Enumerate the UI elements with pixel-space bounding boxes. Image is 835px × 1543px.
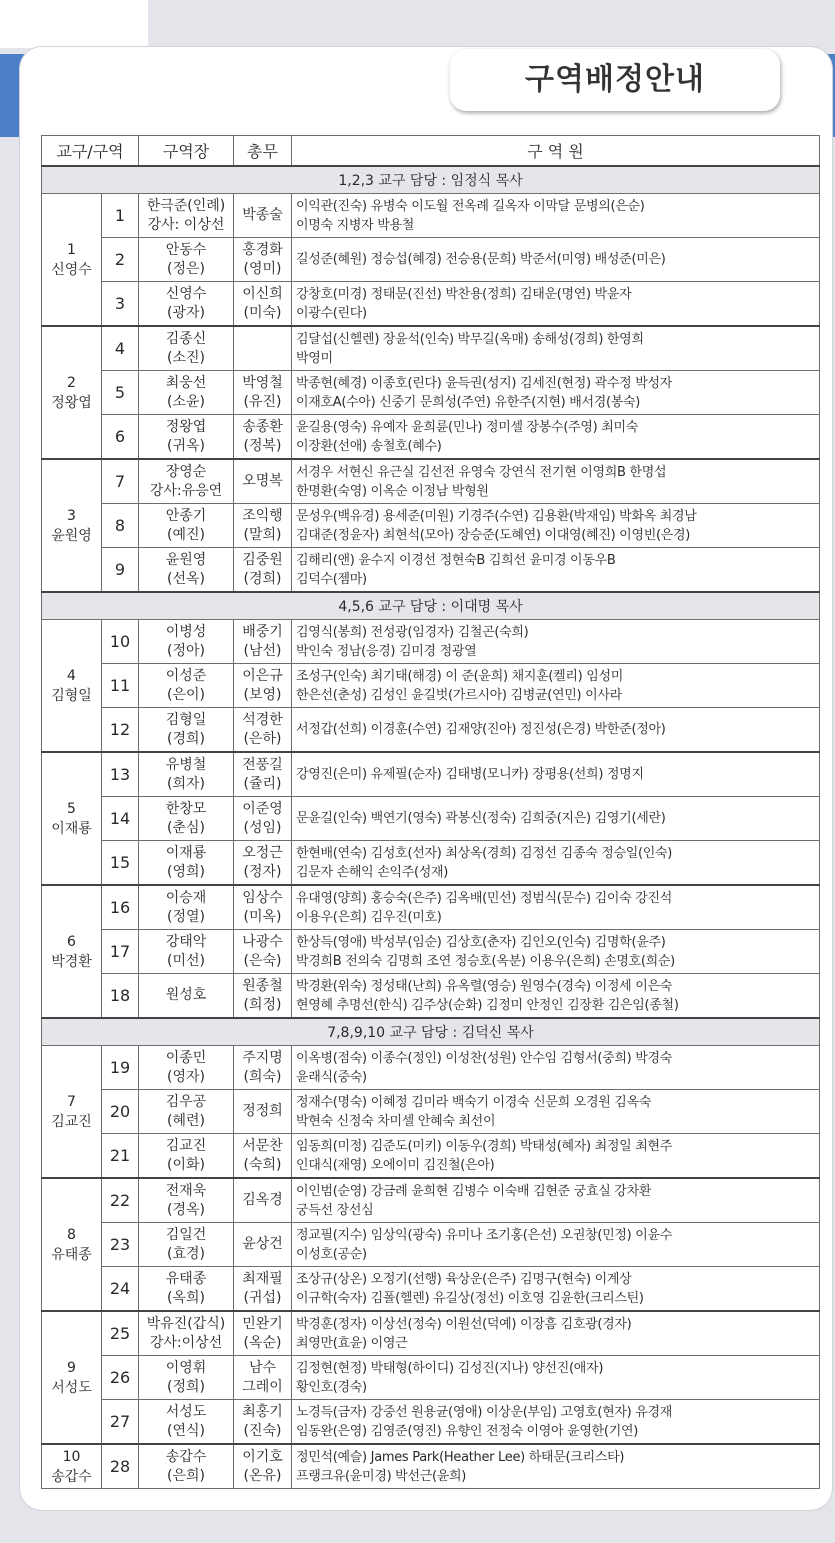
district-secretary: 석경한 (은하): [234, 708, 292, 753]
district-number: 27: [102, 1400, 139, 1445]
district-secretary: 김옥경: [234, 1178, 292, 1223]
district-number: 24: [102, 1267, 139, 1312]
district-secretary: 이기호 (온유): [234, 1444, 292, 1489]
table-header-row: [42, 136, 820, 167]
table-row: [42, 797, 820, 841]
table-row: [42, 326, 820, 371]
parish-cell: 5 이재룡: [42, 752, 102, 885]
header-secretary: 총무: [234, 136, 292, 167]
table-row: [42, 885, 820, 930]
district-members: 이익관(진숙) 유병숙 이도월 전옥례 길옥자 이막달 문병의(은순) 이명숙 지병자 박용철: [292, 194, 820, 238]
district-number: 23: [102, 1223, 139, 1267]
parish-cell: 9 서성도: [42, 1311, 102, 1444]
table-row: [42, 548, 820, 593]
district-secretary: 최홍기 (진숙): [234, 1400, 292, 1445]
district-secretary: 이준영 (성임): [234, 797, 292, 841]
parish-cell: 6 박경환: [42, 885, 102, 1018]
district-number: 7: [102, 459, 139, 504]
district-secretary: 전풍길 (쥴리): [234, 752, 292, 797]
header-district: 교구/구역: [42, 136, 139, 167]
table-row: [42, 459, 820, 504]
parish-cell: 2 정왕엽: [42, 326, 102, 459]
section-row: [42, 1018, 820, 1046]
district-leader: 김일건 (효경): [139, 1223, 234, 1267]
district-members: 이옥병(점숙) 이종수(정인) 이성찬(성원) 안수임 김형서(중희) 박경숙 윤래식(중숙): [292, 1046, 820, 1090]
table-row: [42, 930, 820, 974]
district-number: 26: [102, 1356, 139, 1400]
district-members: 박경훈(정자) 이상선(정숙) 이원선(덕예) 이장흠 김호광(경자) 최영만(효윤) 이영근: [292, 1311, 820, 1356]
district-number: 5: [102, 371, 139, 415]
section-row: [42, 592, 820, 620]
district-secretary: 박종술: [234, 194, 292, 238]
section-row: [42, 166, 820, 194]
district-leader: 박유진(갑식) 강사:이상선: [139, 1311, 234, 1356]
district-members: 길성준(혜원) 정승섭(혜경) 전승용(문희) 박준서(미영) 배성준(미은): [292, 238, 820, 282]
table-row: [42, 282, 820, 327]
district-leader: 한극준(인례) 강사: 이상선: [139, 194, 234, 238]
district-members: 정민석(예슬) James Park(Heather Lee) 하태문(크리스타) 프랭크유(윤미경) 박선근(윤희): [292, 1444, 820, 1489]
district-secretary: 임상수 (미옥): [234, 885, 292, 930]
district-secretary: 김중원 (경희): [234, 548, 292, 593]
district-members: 정재수(명숙) 이혜정 김미라 백숙기 이경숙 신문희 오경원 김옥숙 박현숙 신정숙 차미셀 안혜숙 최선이: [292, 1090, 820, 1134]
district-number: 17: [102, 930, 139, 974]
parish-cell: 1 신영수: [42, 194, 102, 327]
table-row: [42, 752, 820, 797]
district-secretary: 오정근 (정자): [234, 841, 292, 886]
district-number: 18: [102, 974, 139, 1019]
district-members: 박경환(위숙) 정성태(난희) 유옥렬(영승) 원영수(경숙) 이정세 이은숙 현영혜 추명선(한식) 김주상(순화) 김정미 안정인 김장환 김은임(종철): [292, 974, 820, 1019]
district-members: 김정현(현정) 박태형(하이디) 김성진(지나) 양선진(애자) 황인호(경숙): [292, 1356, 820, 1400]
district-leader: 안동수 (정은): [139, 238, 234, 282]
district-leader: 유병철 (희자): [139, 752, 234, 797]
district-secretary: 송종환 (정복): [234, 415, 292, 460]
header-members: 구 역 원: [292, 136, 820, 167]
district-leader: 정왕엽 (귀옥): [139, 415, 234, 460]
table-row: [42, 974, 820, 1019]
district-leader: 원성호: [139, 974, 234, 1019]
district-leader: 이승재 (정열): [139, 885, 234, 930]
district-number: 2: [102, 238, 139, 282]
district-number: 3: [102, 282, 139, 327]
district-secretary: 배중기 (남선): [234, 620, 292, 664]
district-table: [41, 135, 820, 1489]
district-leader: 윤원영 (선옥): [139, 548, 234, 593]
parish-cell: 4 김형일: [42, 620, 102, 753]
district-members: 유대영(양희) 홍승숙(은주) 김옥배(민선) 정범식(문수) 김이숙 강진석 이용우(은희) 김우진(미호): [292, 885, 820, 930]
district-number: 22: [102, 1178, 139, 1223]
section-label: 1,2,3 교구 담당 : 임정식 목사: [42, 166, 820, 194]
district-number: 21: [102, 1134, 139, 1179]
district-secretary: 오명복: [234, 459, 292, 504]
district-number: 8: [102, 504, 139, 548]
district-secretary: 민완기 (옥순): [234, 1311, 292, 1356]
page-title: 구역배정안내: [525, 62, 705, 97]
district-members: 한현배(연숙) 김성호(선자) 최상옥(경희) 김정선 김종숙 정승일(인숙) 김문자 손해익 손익주(성재): [292, 841, 820, 886]
district-members: 문성우(백유경) 용세준(미원) 기경주(수연) 김용환(박재임) 박화옥 최경남 김대준(정윤자) 최현석(모아) 장승준(도혜연) 이대영(혜진) 이영빈(은경): [292, 504, 820, 548]
table-row: [42, 1134, 820, 1179]
district-secretary: 최재필 (귀섭): [234, 1267, 292, 1312]
table-row: [42, 1223, 820, 1267]
district-members: 강창호(미경) 정태문(진선) 박찬용(정희) 김태운(명연) 박윤자 이광수(린다): [292, 282, 820, 327]
district-leader: 이성준 (은이): [139, 664, 234, 708]
district-leader: 서성도 (연식): [139, 1400, 234, 1445]
district-leader: 김우공 (혜련): [139, 1090, 234, 1134]
district-leader: 이재룡 (영희): [139, 841, 234, 886]
parish-cell: 7 김교진: [42, 1046, 102, 1179]
district-leader: 최웅선 (소윤): [139, 371, 234, 415]
table-row: [42, 664, 820, 708]
table-row: [42, 1046, 820, 1090]
district-secretary: 남수 그레이: [234, 1356, 292, 1400]
district-leader: 전재욱 (경옥): [139, 1178, 234, 1223]
section-label: 4,5,6 교구 담당 : 이대명 목사: [42, 592, 820, 620]
district-members: 문윤길(인숙) 백연기(영숙) 곽봉신(정숙) 김희중(지은) 김영기(세란): [292, 797, 820, 841]
district-members: 노경득(금자) 강중선 원용균(영애) 이상운(부임) 고영호(현자) 유경재 임동완(은영) 김영준(영진) 유향인 전정숙 이영아 윤영한(기연): [292, 1400, 820, 1445]
district-number: 4: [102, 326, 139, 371]
district-number: 13: [102, 752, 139, 797]
district-leader: 이영휘 (정희): [139, 1356, 234, 1400]
district-secretary: 주지명 (희숙): [234, 1046, 292, 1090]
district-leader: 이병성 (정아): [139, 620, 234, 664]
district-members: 한상득(영애) 박성부(임순) 김상호(춘자) 김인오(인숙) 김명학(윤주) 박경희B 전의숙 김명희 조연 정승호(옥분) 이용우(은희) 손명호(희순): [292, 930, 820, 974]
table-row: [42, 504, 820, 548]
parish-cell: 10 송갑수: [42, 1444, 102, 1489]
district-number: 25: [102, 1311, 139, 1356]
table-row: [42, 194, 820, 238]
district-leader: 강태악 (미선): [139, 930, 234, 974]
parish-cell: 3 윤원영: [42, 459, 102, 592]
district-number: 11: [102, 664, 139, 708]
district-leader: 김형일 (경희): [139, 708, 234, 753]
district-number: 10: [102, 620, 139, 664]
district-secretary: 정정희: [234, 1090, 292, 1134]
district-number: 15: [102, 841, 139, 886]
district-members: 서경우 서현신 유근실 김선전 유영숙 강연식 전기현 이영희B 한명섭 한명환(숙영) 이옥순 이정남 박형원: [292, 459, 820, 504]
district-members: 김달섭(신헬렌) 장윤석(인숙) 박무길(옥매) 송해성(경희) 한영희 박영미: [292, 326, 820, 371]
district-secretary: 박영철 (유진): [234, 371, 292, 415]
district-leader: 장영순 강사:유응연: [139, 459, 234, 504]
district-number: 16: [102, 885, 139, 930]
header-leader: 구역장: [139, 136, 234, 167]
parish-cell: 8 유태종: [42, 1178, 102, 1311]
table-row: [42, 1090, 820, 1134]
district-leader: 이종민 (영자): [139, 1046, 234, 1090]
district-leader: 안종기 (예진): [139, 504, 234, 548]
district-members: 강영진(은미) 유제필(순자) 김태병(모니카) 장평용(선희) 정명지: [292, 752, 820, 797]
table-row: [42, 238, 820, 282]
table-row: [42, 415, 820, 460]
top-white-strip: [0, 0, 148, 48]
table-row: [42, 1178, 820, 1223]
table-row: [42, 1356, 820, 1400]
table-row: [42, 708, 820, 753]
district-leader: 유태종 (옥희): [139, 1267, 234, 1312]
district-number: 9: [102, 548, 139, 593]
district-secretary: 원종철 (희정): [234, 974, 292, 1019]
district-number: 1: [102, 194, 139, 238]
table-row: [42, 1400, 820, 1445]
table-row: [42, 1267, 820, 1312]
district-leader: 김교진 (이화): [139, 1134, 234, 1179]
district-members: 김해리(앤) 윤수지 이경선 정현숙B 김희선 윤미경 이동우B 김덕수(젬마): [292, 548, 820, 593]
table-row: [42, 1311, 820, 1356]
district-leader: 김종신 (소진): [139, 326, 234, 371]
district-number: 28: [102, 1444, 139, 1489]
district-secretary: 이신희 (미숙): [234, 282, 292, 327]
district-number: 12: [102, 708, 139, 753]
district-members: 서정갑(선희) 이경훈(수연) 김재양(진아) 정진성(은경) 박한준(정아): [292, 708, 820, 753]
district-members: 임동희(미정) 김준도(미키) 이동우(경희) 박태성(혜자) 최정일 최현주 인대식(재영) 오에이미 김진철(은아): [292, 1134, 820, 1179]
district-members: 이인범(순영) 강금례 윤희현 김병수 이숙배 김현준 궁효실 강차환 궁득선 장선심: [292, 1178, 820, 1223]
district-number: 20: [102, 1090, 139, 1134]
district-members: 정교필(지수) 임상익(광숙) 유미나 조기홍(은선) 오권창(민정) 이윤수 이성호(공순): [292, 1223, 820, 1267]
district-members: 조성구(인숙) 최기태(해경) 이 준(윤희) 채지훈(켈리) 임성미 한은선(춘성) 김성인 윤길벗(가르시아) 김병균(연민) 이사라: [292, 664, 820, 708]
section-label: 7,8,9,10 교구 담당 : 김덕신 목사: [42, 1018, 820, 1046]
district-leader: 송갑수 (은희): [139, 1444, 234, 1489]
district-secretary: 서문찬 (숙희): [234, 1134, 292, 1179]
district-secretary: [234, 326, 292, 371]
district-members: 윤길용(영숙) 유예자 윤희륜(민나) 정미셀 장봉수(주영) 최미숙 이장환(선애) 송철호(혜수): [292, 415, 820, 460]
district-secretary: 조익행 (말희): [234, 504, 292, 548]
district-number: 19: [102, 1046, 139, 1090]
district-members: 김영식(봉희) 전성광(임경자) 김철곤(숙희) 박인숙 정남(응경) 김미경 정광열: [292, 620, 820, 664]
district-secretary: 홍경화 (영미): [234, 238, 292, 282]
district-members: 조상규(상온) 오정기(선행) 육상운(은주) 김명구(현숙) 이계상 이규학(숙자) 김폴(헬렌) 유길상(정선) 이호영 김윤한(크리스틴): [292, 1267, 820, 1312]
district-members: 박종현(혜경) 이종호(린다) 윤득권(성지) 김세진(현정) 곽수정 박성자 이재호A(수아) 신중기 문희성(주연) 유한주(지현) 배서경(봉숙): [292, 371, 820, 415]
district-number: 6: [102, 415, 139, 460]
district-leader: 신영수 (광자): [139, 282, 234, 327]
table-row: [42, 1444, 820, 1489]
table-row: [42, 841, 820, 886]
district-secretary: 이은규 (보영): [234, 664, 292, 708]
table-row: [42, 371, 820, 415]
district-leader: 한창모 (춘심): [139, 797, 234, 841]
district-secretary: 나광수 (은숙): [234, 930, 292, 974]
district-number: 14: [102, 797, 139, 841]
district-secretary: 윤상건: [234, 1223, 292, 1267]
table-row: [42, 620, 820, 664]
